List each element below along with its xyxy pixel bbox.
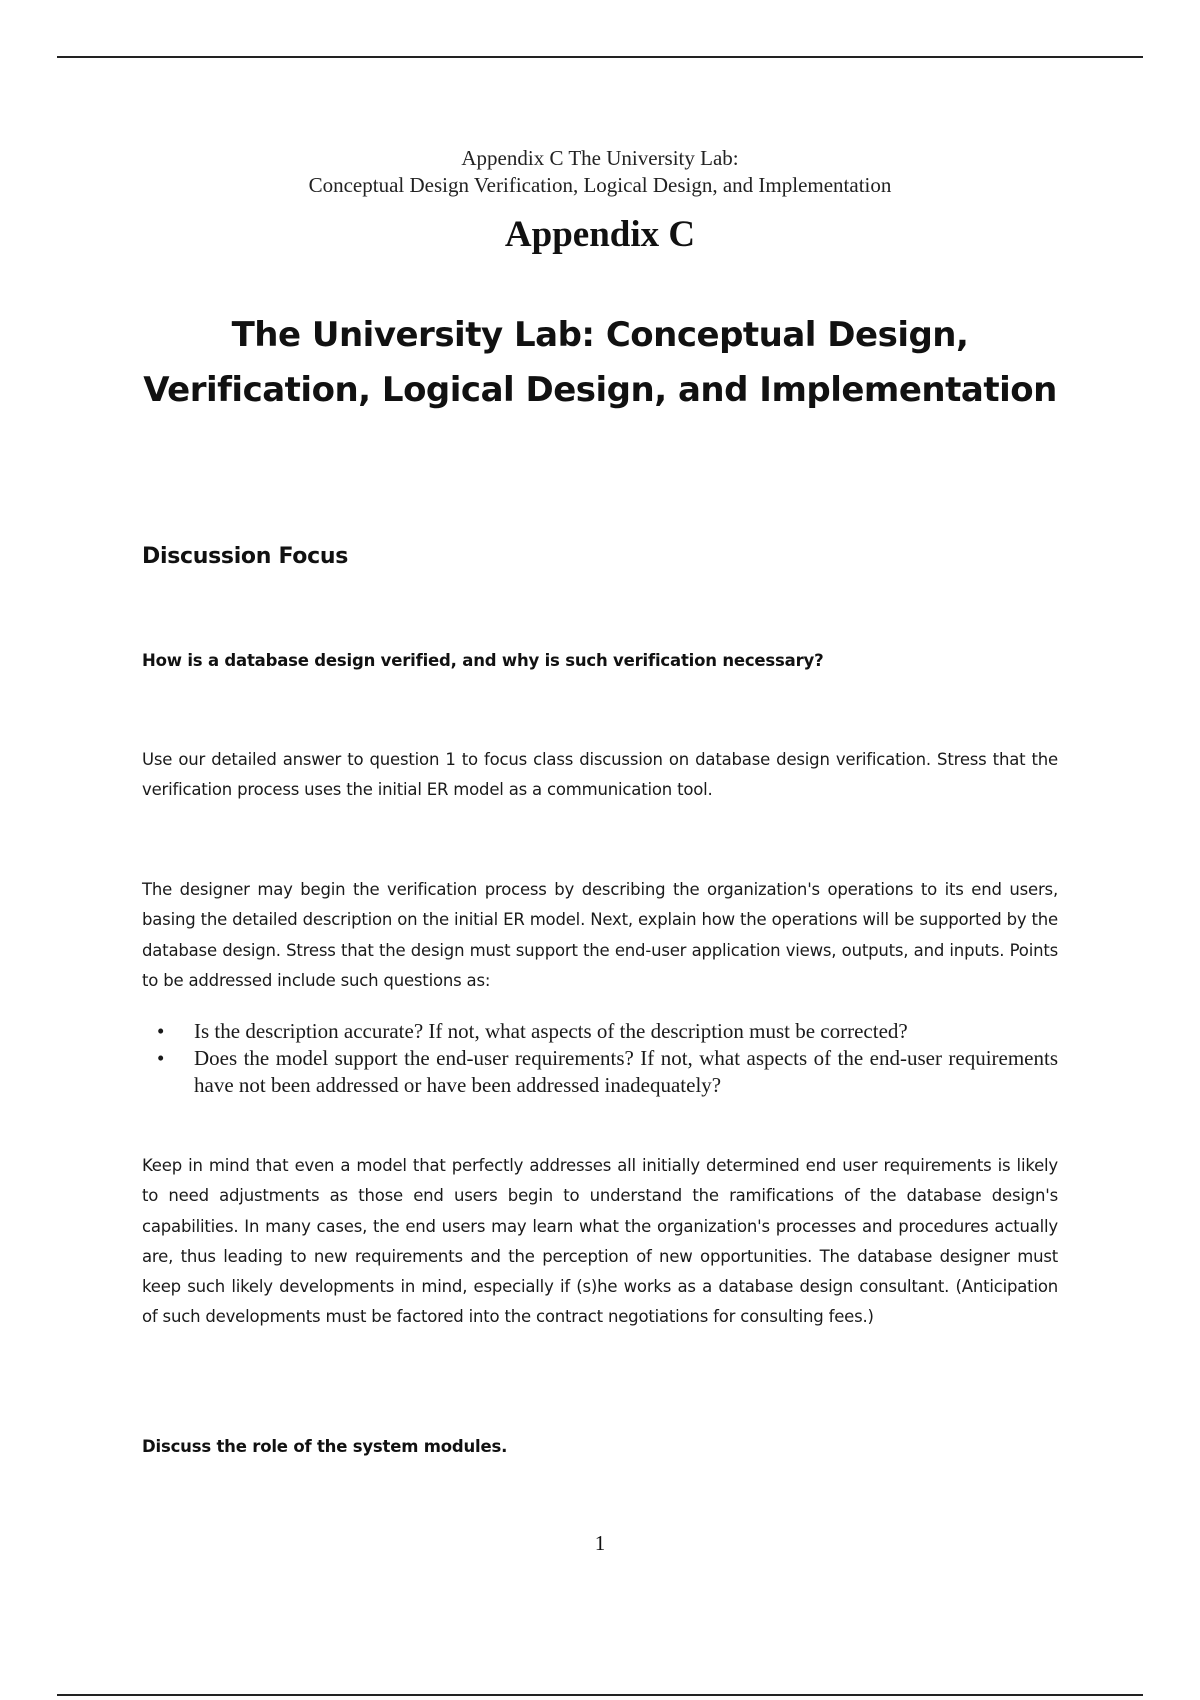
bullet-glyph: • (157, 1046, 165, 1070)
paragraph-verification-intro: Use our detailed answer to question 1 to focus class discussion on database design verification. Stress that the verification process uses the initial ER model as a communication tool. (142, 750, 1058, 800)
running-header (0, 145, 1200, 199)
paragraph-adjustments: Keep in mind that even a model that perfectly addresses all initially determined end user requirements is likely to need adjustments as those end users begin to understand the ramifications of the database design's capabilities. In many cases, the end users may learn what the organization's processes and procedures actually are, thus leading to new requirements and the perception of new opportunities. The database designer must keep such likely developments in mind, especially if (s)he works as a database design consultant. (Anticipation of such developments must be factored into the contract negotiations for consulting fees.) (142, 1156, 1058, 1327)
bullet-item-text: Does the model support the end-user requirements? If not, what aspects of the end-user requirements have not been addressed or have been addressed inadequately? (194, 1046, 1058, 1097)
question-heading-verification: How is a database design verified, and why is such verification necessary? (142, 651, 824, 670)
bullet-item-text: Is the description accurate? If not, what aspects of the description must be corrected? (194, 1019, 908, 1043)
top-rule (57, 56, 1143, 58)
paragraph-verification-process: The designer may begin the verification process by describing the organization's operations to its end users, basing the detailed description on the initial ER model. Next, explain how the operations will be supported by the database design. Stress that the design must support the end-user application views, outputs, and inputs. Points to be addressed include such questions as: (142, 880, 1058, 990)
bullet-item (142, 1045, 1058, 1099)
bullet-glyph: • (157, 1019, 165, 1043)
running-header-line-1: Appendix C The University Lab: (461, 146, 739, 170)
bottom-rule (57, 1694, 1143, 1696)
section-heading: Discussion Focus (142, 544, 349, 569)
bullet-item (142, 1018, 1058, 1045)
bullet-list (142, 1018, 1058, 1099)
chapter-title: The University Lab: Conceptual Design, Verification, Logical Design, and Implementation (143, 315, 1057, 410)
page-number: 1 (594, 1531, 606, 1555)
appendix-label: Appendix C (504, 214, 696, 255)
running-header-line-2: Conceptual Design Verification, Logical Design, and Implementation (308, 173, 892, 197)
question-heading-system-modules: Discuss the role of the system modules. (142, 1437, 508, 1456)
